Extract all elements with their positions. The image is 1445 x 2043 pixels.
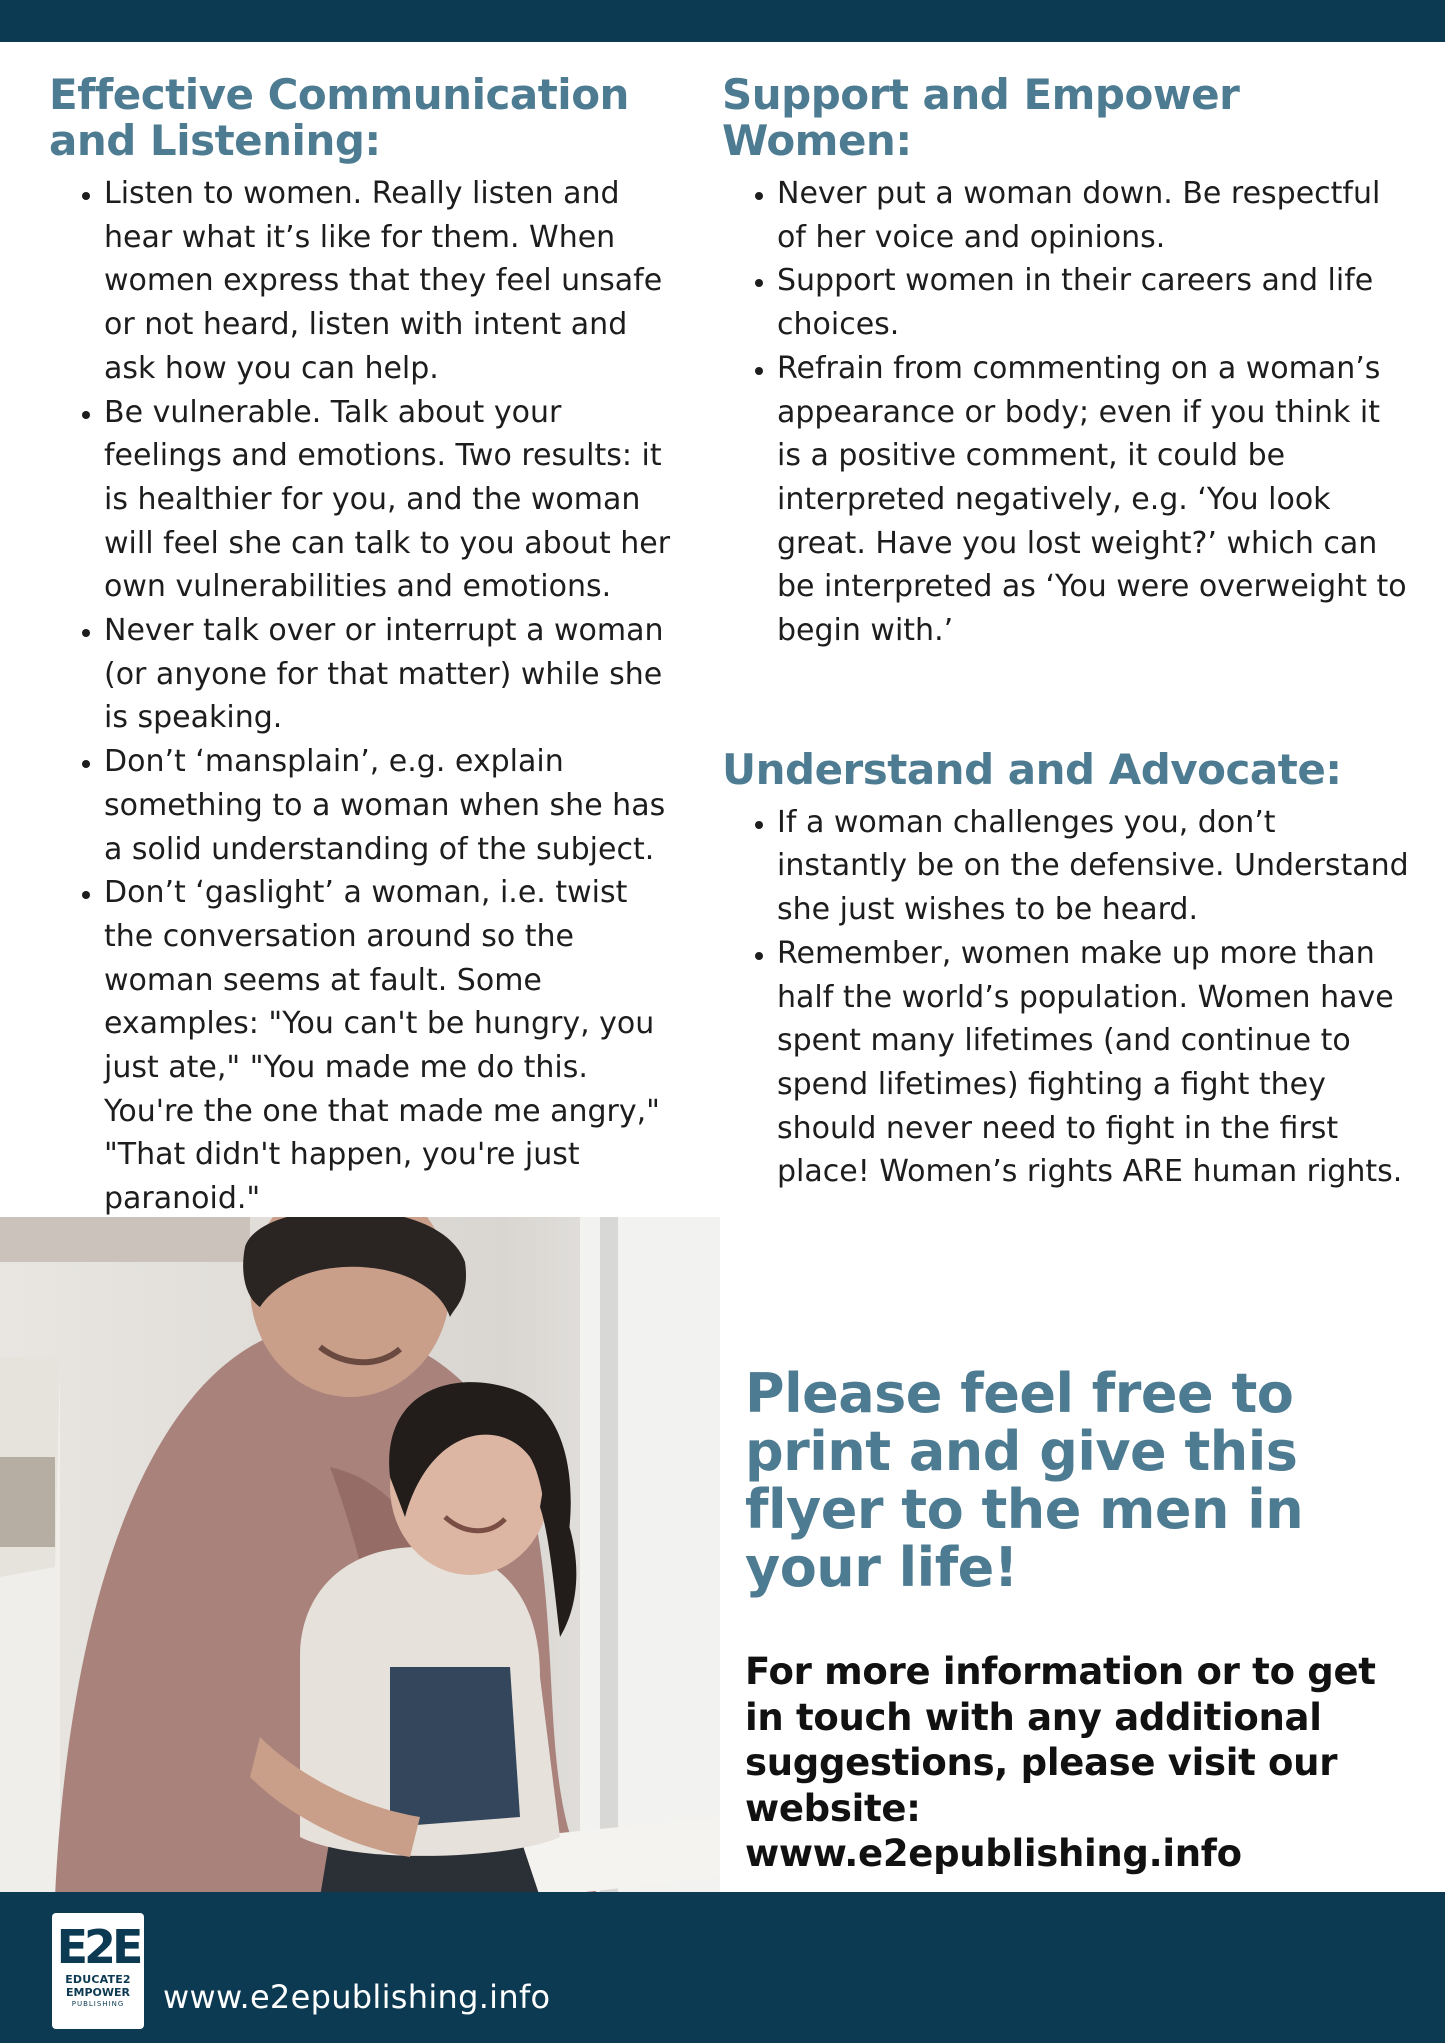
list-item: • Remember, women make up more than half the world’s population. Women have spent many lifetimes (and continue to spend lifetimes) fighting a fight they should never need to fight in the first place! Women’s rights ARE human rights.: [777, 932, 1412, 1194]
list-item: • Listen to women. Really listen and hear what it’s like for them. When women express that they feel unsafe or not heard, listen with intent and ask how you can help.: [104, 172, 679, 391]
logo-line-empower: EMPOWER: [66, 1986, 130, 1999]
logo-line-publishing: PUBLISHING: [71, 2000, 125, 2008]
support-section: [722, 72, 1412, 653]
cta-website-link[interactable]: www.e2epublishing.info: [745, 1832, 1242, 1875]
list-item: • Don’t ‘mansplain’, e.g. explain something to a woman when she has a solid understanding of the subject.: [104, 740, 679, 871]
e2e-logo: [52, 1913, 144, 2029]
list-item: • Refrain from commenting on a woman’s appearance or body; even if you think it is a positive comment, it could be interpreted negatively, e.g. ‘You look great. Have you lost weight?’ which can be interpreted as ‘You were overweight to begin with.’: [777, 347, 1412, 653]
list-item: • Don’t ‘gaslight’ a woman, i.e. twist the conversation around so the woman seems at fault. Some examples: "You can't be hungry, you just ate," "You made me do this. You're the one that made me angry," "That didn't happen, you're just paranoid.": [104, 871, 679, 1221]
cta-info: [745, 1649, 1425, 1877]
left-column: [49, 72, 679, 1221]
father-daughter-photo: [0, 1217, 720, 1897]
footer-website-link[interactable]: www.e2epublishing.info: [163, 1978, 551, 2016]
list-item: • Support women in their careers and life choices.: [777, 259, 1412, 346]
support-list: [722, 172, 1412, 653]
list-item: • Never talk over or interrupt a woman (or anyone for that matter) while she is speaking.: [104, 609, 679, 740]
list-item: • Be vulnerable. Talk about your feelings and emotions. Two results: it is healthier for you, and the woman will feel she can talk to you about her own vulnerabilities and emotions.: [104, 391, 679, 610]
logo-line-educate: EDUCATE2: [65, 1973, 131, 1986]
right-column: [722, 72, 1412, 1194]
advocate-section: [722, 744, 1412, 1194]
top-bar: [0, 0, 1445, 42]
list-item: • Never put a woman down. Be respectful of her voice and opinions.: [777, 172, 1412, 259]
communication-section: [49, 72, 679, 1221]
advocate-list: [722, 801, 1412, 1194]
call-to-action: [745, 1362, 1425, 1877]
cta-headline: Please feel free to print and give this flyer to the men in your life!: [745, 1362, 1304, 1599]
communication-heading: Effective Communication and Listening:: [49, 70, 629, 165]
footer-bar: [0, 1892, 1445, 2043]
list-item: • If a woman challenges you, don’t instantly be on the defensive. Understand she just wishes to be heard.: [777, 801, 1412, 932]
logo-mark: E2E: [56, 1920, 140, 1974]
communication-list: [49, 172, 679, 1221]
advocate-heading: Understand and Advocate:: [722, 744, 1342, 794]
support-heading: Support and Empower Women:: [722, 70, 1240, 165]
cta-info-text: For more information or to get in touch with any additional suggestions, please visit our website:: [745, 1650, 1376, 1830]
